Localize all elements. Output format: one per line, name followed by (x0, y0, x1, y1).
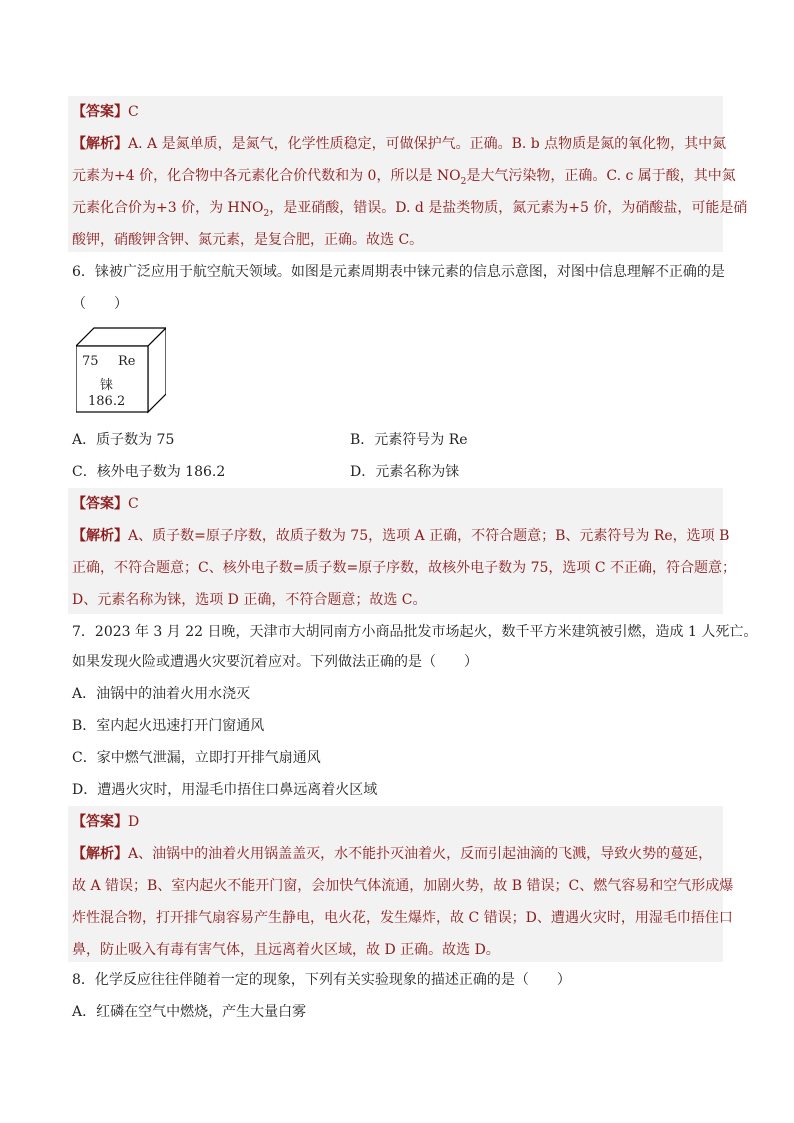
q6-stem-bracket: （ ） (72, 296, 128, 312)
atomic-number: 75 (82, 354, 99, 369)
subscript: 2 (460, 176, 467, 187)
explanation-label: 【解析】 (72, 528, 128, 544)
q7-explanation-line: 故 A 错误；B、室内起火不能开门窗，会加快气体流通，加剧火势，故 B 错误；C、燃气容易和空气形成爆 (72, 878, 734, 894)
answer-label: 【答案】 (72, 496, 128, 512)
q7-explanation-line: 炸性混合物，打开排气扇容易产生静电，电火花，发生爆炸，故 C 错误；D、遭遇火灾时，用湿毛巾捂住口 (72, 910, 733, 926)
q5-explanation-line (72, 166, 736, 186)
q6-option-b: B．元素符号为 Re (350, 432, 468, 448)
explanation-text: ，是亚硝酸，错误。D. d 是盐类物质，氮元素为+5 价，为硝酸盐，可能是硝 (269, 200, 748, 216)
q5-explanation-line (72, 198, 747, 218)
q6-option-a: A．质子数为 75 (72, 432, 175, 448)
atomic-mass: 186.2 (88, 394, 126, 409)
explanation-text: 元素为+4 价，化合物中各元素化合价代数和为 0，所以是 NO (72, 168, 461, 184)
answer-value: C (128, 104, 139, 120)
subscript: 2 (263, 208, 270, 219)
q7-explanation-line (72, 844, 712, 864)
answer-value: C (128, 496, 139, 512)
q5-answer (72, 102, 139, 122)
explanation-text: A. A 是氮单质，是氮气，化学性质稳定，可做保护气。正确。B. b 点物质是氮的氧化物，其中氮 (128, 136, 727, 152)
q7-stem: 7．2023 年 3 月 22 日晚，天津市大胡同南方小商品批发市场起火，数千平方米建筑被引燃，造成 1 人死亡。 (72, 624, 758, 640)
explanation-text: A、质子数=原子序数，故质子数为 75，选项 A 正确，不符合题意；B、元素符号为 Re，选项 B (128, 528, 730, 544)
answer-value: D (128, 814, 140, 830)
q7-option-d: D．遭遇火灾时，用湿毛巾捂住口鼻远离着火区域 (72, 782, 378, 798)
explanation-text: 是大气污染物，正确。C. c 属于酸，其中氮 (466, 168, 736, 184)
q7-option-a: A．油锅中的油着火用水浇灭 (72, 686, 251, 702)
q8-stem: 8．化学反应往往伴随着一定的现象，下列有关实验现象的描述正确的是（ ） (72, 972, 571, 988)
answer-label: 【答案】 (72, 814, 128, 830)
q6-explanation-line: D、元素名称为铼，选项 D 正确，不符合题意；故选 C。 (72, 592, 427, 608)
q6-option-d: D．元素名称为铼 (350, 464, 460, 480)
element-symbol: Re (118, 354, 136, 369)
explanation-text: 元素化合价为+3 价，为 HNO (72, 200, 264, 216)
q7-option-b: B．室内起火迅速打开门窗通风 (72, 718, 265, 734)
element-info-diagram (76, 326, 166, 416)
answer-label: 【答案】 (72, 104, 128, 120)
explanation-label: 【解析】 (72, 846, 128, 862)
q6-answer (72, 494, 139, 514)
q6-stem: 6．铼被广泛应用于航空航天领域。如图是元素周期表中铼元素的信息示意图，对图中信息理解不正确的是 (72, 264, 725, 280)
q5-explanation-line: 酸钾，硝酸钾含钾、氮元素，是复合肥，正确。故选 C。 (72, 232, 424, 248)
q7-option-c: C．家中燃气泄漏，立即打开排气扇通风 (72, 750, 321, 766)
q6-option-c: C．核外电子数为 186.2 (72, 464, 226, 480)
q7-answer (72, 812, 139, 832)
q6-explanation-line: 正确，不符合题意；C、核外电子数=质子数=原子序数，故核外电子数为 75，选项 C 不正确，符合题意； (72, 560, 737, 576)
q6-explanation-line (72, 526, 729, 546)
element-name: 铼 (100, 378, 114, 393)
q5-explanation-line (72, 134, 726, 154)
q7-stem: 如果发现火险或遭遇火灾要沉着应对。下列做法正确的是（ ） (72, 654, 478, 670)
explanation-text: A、油锅中的油着火用锅盖盖灭，水不能扑灭油着火，反而引起油滴的飞溅，导致火势的蔓延， (128, 846, 713, 862)
explanation-label: 【解析】 (72, 136, 128, 152)
q8-option-a: A．红磷在空气中燃烧，产生大量白雾 (72, 1004, 307, 1020)
q7-explanation-line: 鼻，防止吸入有毒有害气体，且远离着火区域，故 D 正确。故选 D。 (72, 942, 500, 958)
